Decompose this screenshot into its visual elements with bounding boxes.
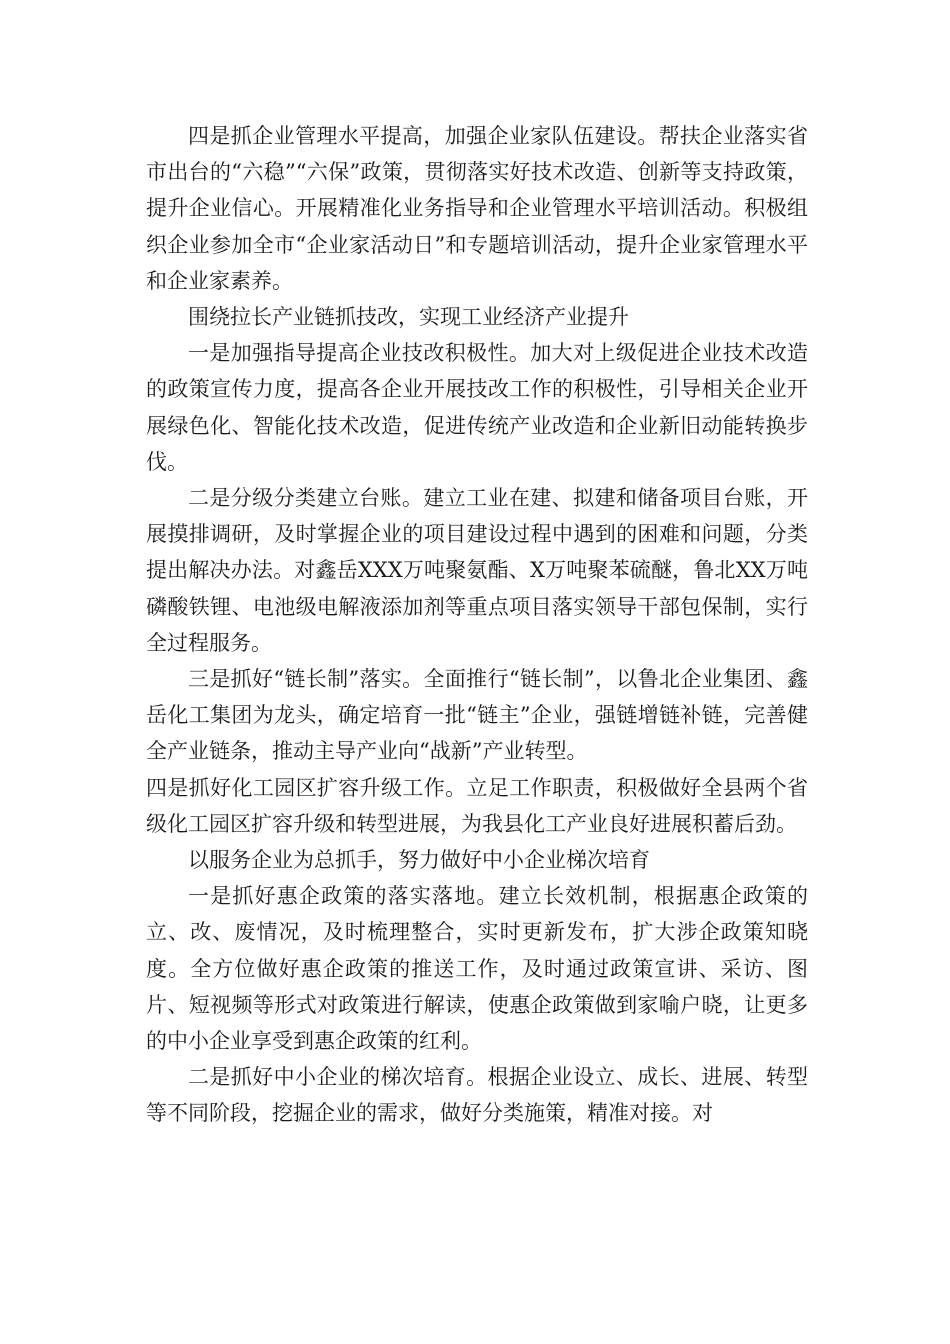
section-heading-industrial-chain: 围绕拉长产业链抓技改，实现工业经济产业提升 <box>188 305 629 330</box>
document-body <box>146 118 808 1132</box>
paragraph-project-ledger: 二是分级分类建立台账。建立工业在建、拟建和储备项目台账，开展摸排调研，及时掌握企业的项目建设过程中遇到的困难和问题，分类提出解决办法。对鑫岳XXX万吨聚氨酯、X万吨聚苯硫醚，鲁北XX万吨磷酸铁锂、电池级电解液添加剂等重点项目落实领导干部包保制，实行全过程服务。 <box>146 486 808 655</box>
section-heading-sme-cultivation: 以服务企业为总抓手，努力做好中小企业梯次培育 <box>188 848 650 873</box>
paragraph-tech-upgrade-guidance: 一是加强指导提高企业技改积极性。加大对上级促进企业技术改造的政策宣传力度，提高各企业开展技改工作的积极性，引导相关企业开展绿色化、智能化技术改造，促进传统产业改造和企业新旧动能转换步伐。 <box>146 341 808 474</box>
paragraph-sme-tiered-cultivation: 二是抓好中小企业的梯次培育。根据企业设立、成长、进展、转型等不同阶段，挖掘企业的需求，做好分类施策，精准对接。对 <box>146 1065 808 1126</box>
paragraph-chain-leader-system: 三是抓好“链长制”落实。全面推行“链长制”，以鲁北企业集团、鑫岳化工集团为龙头，确定培育一批“链主”企业，强链增链补链，完善健全产业链条，推动主导产业向“战新”产业转型。 <box>146 667 808 764</box>
paragraph-chemical-park-expansion: 四是抓好化工园区扩容升级工作。立足工作职责，积极做好全县两个省级化工园区扩容升级和转型进展，为我县化工产业良好进展积蓄后劲。 <box>146 775 808 836</box>
paragraph-policy-implementation: 一是抓好惠企政策的落实落地。建立长效机制，根据惠企政策的立、改、废情况，及时梳理整合，实时更新发布，扩大涉企政策知晓度。全方位做好惠企政策的推送工作，及时通过政策宣讲、采访、图片、短视频等形式对政策进行解读，使惠企政策做到家喻户晓，让更多的中小企业享受到惠企政策的红利。 <box>146 884 808 1054</box>
paragraph-enterprise-management: 四是抓企业管理水平提高，加强企业家队伍建设。帮扶企业落实省市出台的“六稳”“六保”政策，贯彻落实好技术改造、创新等支持政策，提升企业信心。开展精准化业务指导和企业管理水平培训活动。积极组织企业参加全市“企业家活动日”和专题培训活动，提升企业家管理水平和企业家素养。 <box>146 124 808 293</box>
